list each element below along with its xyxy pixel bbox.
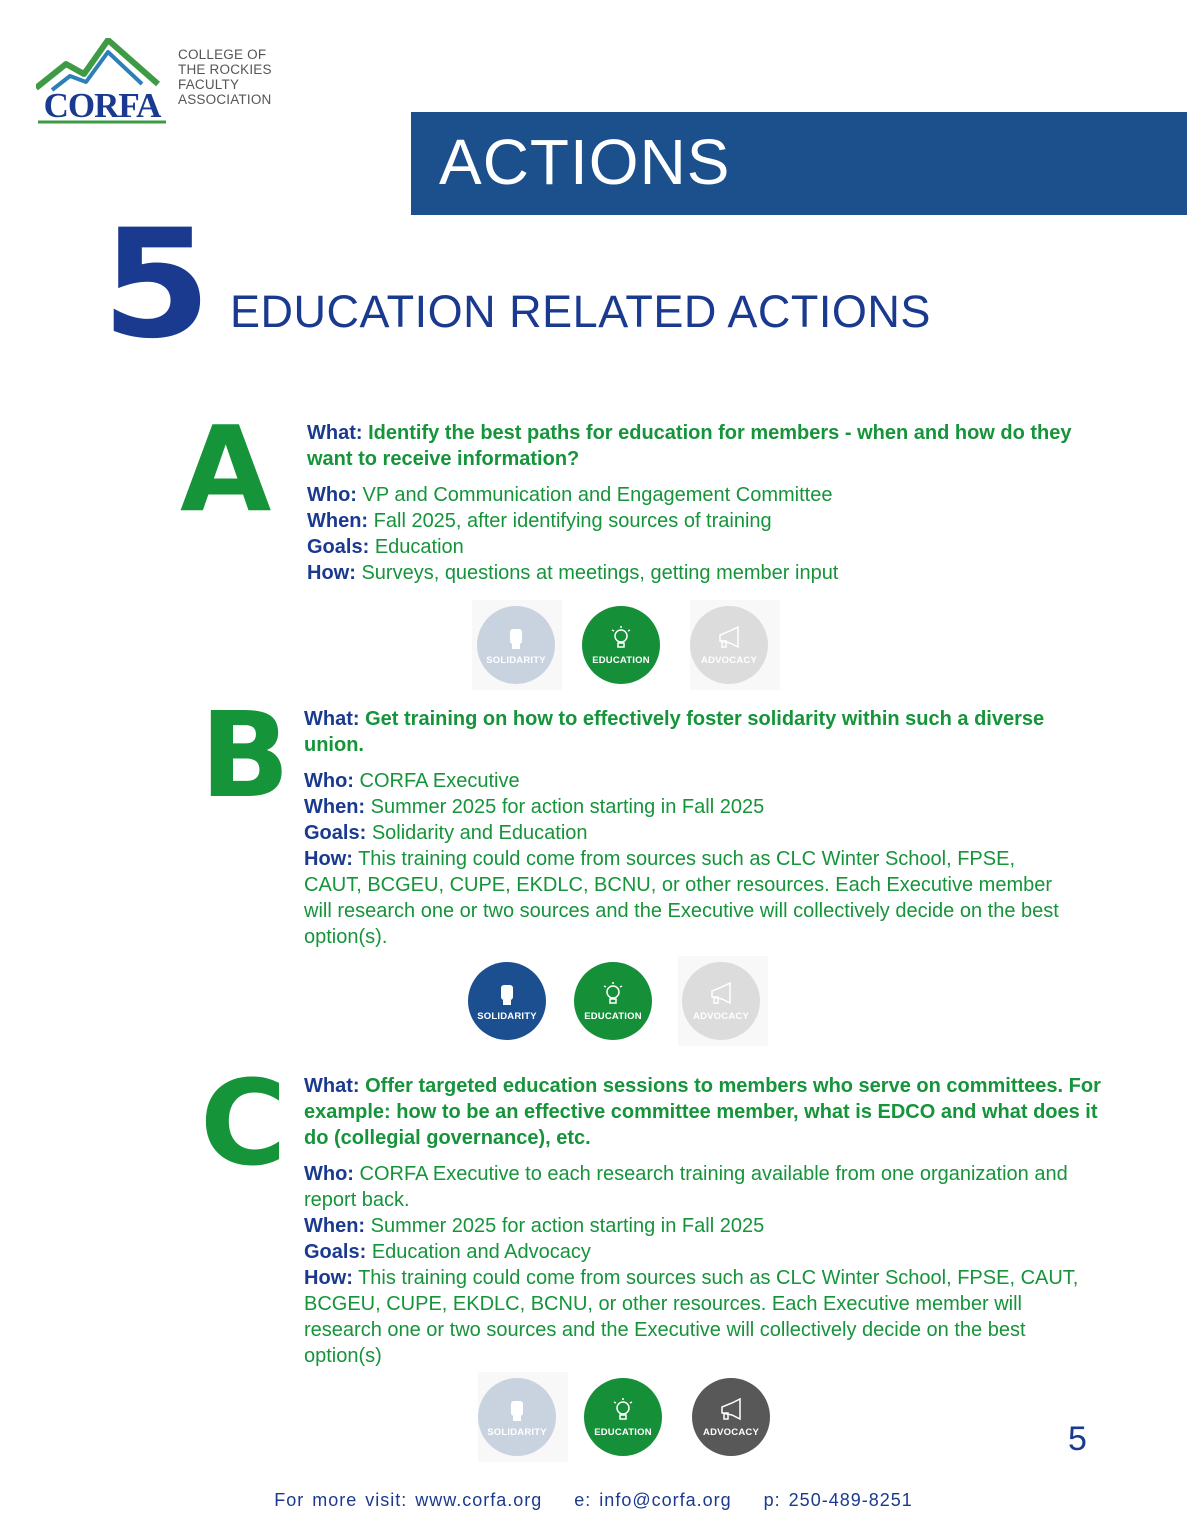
item-c-letter: C [200,1054,287,1192]
section-number: 5 [101,198,205,372]
item-c-badges [472,1378,812,1462]
footer [0,1490,1187,1511]
item-a-who: Who: VP and Communication and Engagement Committee [307,484,833,506]
footer-website[interactable]: For more visit: www.corfa.org [274,1490,543,1510]
mountain-logo-icon [36,38,168,126]
solidarity-badge: SOLIDARITY [478,1378,556,1456]
footer-phone: p: 250-489-8251 [763,1490,913,1510]
lightbulb-icon [600,981,626,1007]
megaphone-icon [708,981,734,1007]
item-a-goals: Goals: Education [307,536,464,558]
item-c-body [304,1073,1104,1369]
item-a-what: What: Identify the best paths for education for members - when and how do they want to receive information? [307,422,1072,470]
item-a-body [307,420,1107,586]
item-a-badges [470,606,810,690]
item-a-when: When: Fall 2025, after identifying sources of training [307,510,772,532]
item-b-body [304,706,1064,950]
item-b-when: When: Summer 2025 for action starting in Fall 2025 [304,796,765,818]
education-badge: EDUCATION [582,606,660,684]
megaphone-icon [716,625,742,651]
footer-email[interactable]: e: info@corfa.org [574,1490,732,1510]
advocacy-badge: ADVOCACY [690,606,768,684]
item-a-how: How: Surveys, questions at meetings, getting member input [307,562,839,584]
item-b-how: How: This training could come from sources such as CLC Winter School, FPSE, CAUT, BCGEU, CUPE, EKDLC, BCNU, or other resources. Each Executive member will research one or two sources and the Executive will collectively decide on the best option(s). [304,848,1059,948]
advocacy-badge: ADVOCACY [692,1378,770,1456]
header-band [411,112,1187,215]
page-title: ACTIONS [439,126,731,198]
item-b-what: What: Get training on how to effectively foster solidarity within such a diverse union. [304,708,1045,756]
page-number: 5 [1068,1420,1087,1458]
lightbulb-icon [610,1397,636,1423]
logo-association-name: COLLEGE OF THE ROCKIES FACULTY ASSOCIATION [178,47,272,107]
item-a-letter: A [180,400,272,538]
item-c-when: When: Summer 2025 for action starting in Fall 2025 [304,1215,765,1237]
logo-wordmark: CORFA [43,86,161,125]
education-badge: EDUCATION [574,962,652,1040]
item-c-who: Who: CORFA Executive to each research training available from one organization and report back. [304,1163,1068,1211]
megaphone-icon [718,1397,744,1423]
lightbulb-icon [608,625,634,651]
item-c-how: How: This training could come from sources such as CLC Winter School, FPSE, CAUT, BCGEU, CUPE, EKDLC, BCNU, or other resources. Each Executive member will research one or two sources and the Executive will collectively decide on the best option(s) [304,1267,1079,1367]
raised-fist-icon [504,1397,530,1423]
corfa-logo [36,38,286,130]
raised-fist-icon [494,981,520,1007]
item-b-who: Who: CORFA Executive [304,770,520,792]
section-title: EDUCATION RELATED ACTIONS [230,286,931,337]
item-b-badges [468,962,808,1046]
item-b-goals: Goals: Solidarity and Education [304,822,588,844]
raised-fist-icon [503,625,529,651]
solidarity-badge: SOLIDARITY [468,962,546,1040]
item-c-what: What: Offer targeted education sessions to members who serve on committees. For example: how to be an effective committee member, what is EDCO and what does it do (collegial governance), etc. [304,1075,1101,1149]
item-c-goals: Goals: Education and Advocacy [304,1241,591,1263]
advocacy-badge: ADVOCACY [682,962,760,1040]
education-badge: EDUCATION [584,1378,662,1456]
solidarity-badge: SOLIDARITY [477,606,555,684]
item-b-letter: B [200,686,290,824]
